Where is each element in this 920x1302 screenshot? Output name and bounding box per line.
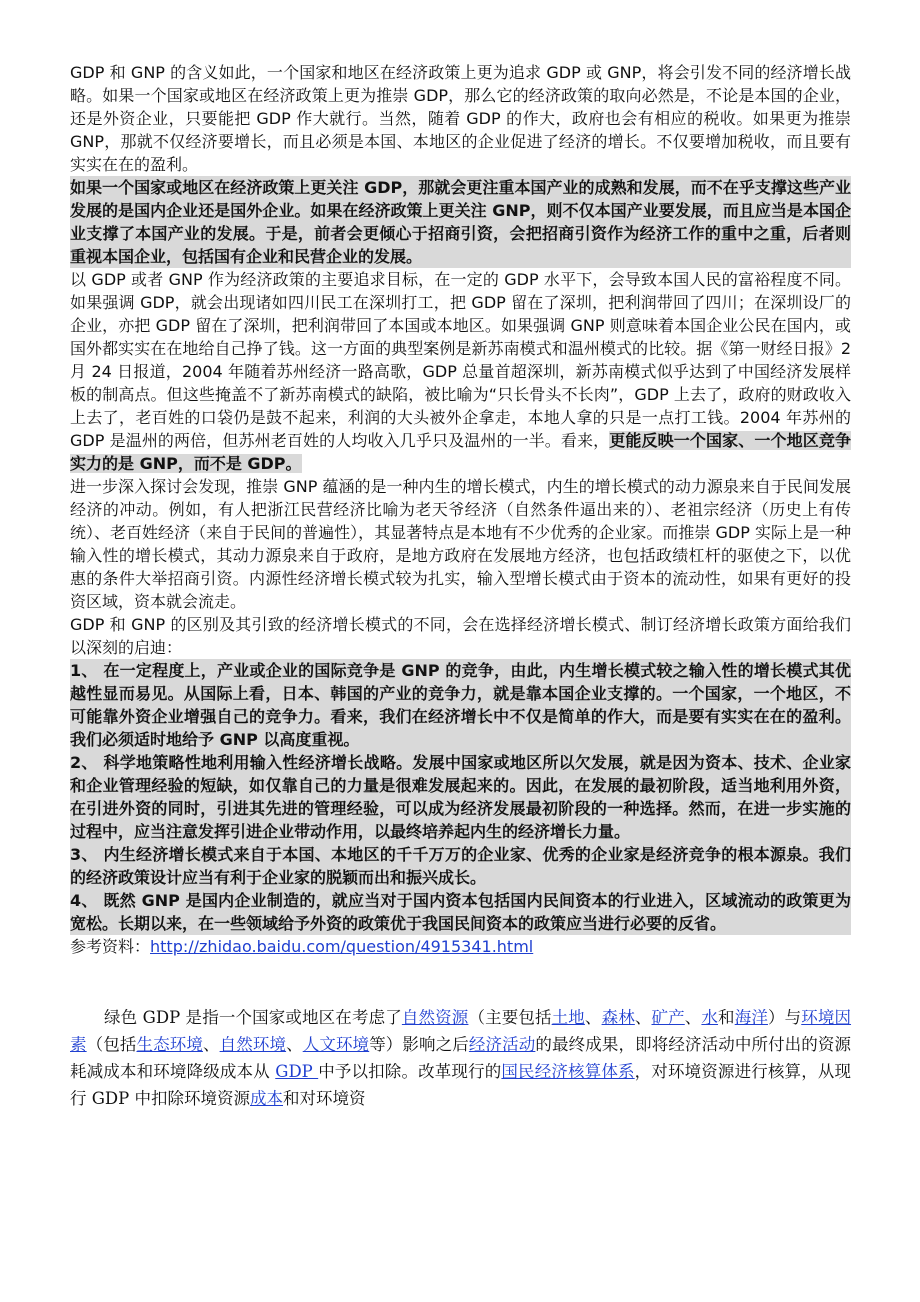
- paragraph-text: 以 GDP 或者 GNP 作为经济政策的主要追求目标，在一定的 GDP 水平下，会导致本国人民的富裕程度不同。如果强调 GDP，就会出现诸如四川民工在深圳打工，把 GDP 留在了深圳，把利润带回了四川；在深圳设厂的企业，亦把 GDP 留在了深圳，把利润带回了本国或本地区。如果强调 GNP 则意味着本国企业公民在国内，或国外都实实在在地给自己挣了钱。这一方面的典型案例是新苏南模式和温州模式的比较。据《第一财经日报》2 月 24 日报道，2004 年随着苏州经济一路高歌，GDP 总量首超深圳，新苏南模式似乎达到了中国经济发展样板的制高点。但这些掩盖不了新苏南模式的缺陷，被比喻为“只长骨头不长肉”，GDP 上去了，政府的财政收入上去了，老百姓的口袋仍是鼓不起来，利润的大头被外企拿走，本地人拿的只是一点打工钱。2004 年苏州的 GDP 是温州的两倍，但苏州老百姓的人均收入几乎只及温州的一半。看来，: [70, 270, 851, 450]
- paragraph-gdp-gnp-meaning: GDP 和 GNP 的含义如此，一个国家和地区在经济政策上更为追求 GDP 或 GNP，将会引发不同的经济增长战略。如果一个国家或地区在经济政策上更为推崇 GDP，那么它的经济政策的取向必然是，不论是本国的企业，还是外资企业，只要能把 GDP 作大就行。当然，随着 GDP 的作大，政府也会有相应的税收。如果更为推崇 GNP，那就不仅经济要增长，而且必须是本国、本地区的企业促进了经济的增长。不仅要增加税收，而且要有实实在在的盈利。: [70, 63, 851, 174]
- text: （包括: [86, 1035, 137, 1054]
- reference-link[interactable]: http://zhidao.baidu.com/question/4915341.html: [150, 937, 534, 956]
- text: 绿色 GDP 是指一个国家或地区在考虑了: [104, 1008, 402, 1027]
- link-natural-environment[interactable]: 自然环境: [219, 1035, 287, 1054]
- link-economic-activity[interactable]: 经济活动: [468, 1035, 536, 1054]
- text: 、: [202, 1035, 220, 1054]
- paragraph-green-gdp: [70, 1004, 851, 1112]
- link-land[interactable]: 土地: [551, 1008, 585, 1027]
- link-environmental-factors[interactable]: 环境因素: [70, 1008, 852, 1054]
- link-national-accounts[interactable]: 国民经济核算体系: [501, 1062, 635, 1081]
- text: 、: [684, 1008, 702, 1027]
- link-water[interactable]: 水: [701, 1008, 719, 1027]
- text: 的最终成果，即将经济活动中所付出的资源耗减成本和环境降级成本从: [70, 1035, 852, 1081]
- text: 等）影响之后: [369, 1035, 469, 1054]
- link-ecological-environment[interactable]: 生态环境: [136, 1035, 203, 1054]
- list-item: 1、 在一定程度上，产业或企业的国际竞争是 GNP 的竞争，由此，内生增长模式较之输入性的增长模式其优越性显而易见。从国际上看，日本、韩国的产业的竞争力，就是靠本国企业支撑的。一个国家，一个地区，不可能靠外资企业增强自己的竞争力。看来，我们在经济增长中不仅是简单的作大，而是要有实实在在的盈利。我们必须适时地给予 GNP 以高度重视。: [70, 661, 851, 749]
- document-body: [70, 0, 851, 1129]
- list-item: 2、 科学地策略性地利用输入性经济增长战略。发展中国家或地区所以欠发展，就是因为资本、技术、企业家和企业管理经验的短缺，如仅靠自己的力量是很难发展起来的。因此，在发展的最初阶段，适当地利用外资，在引进外资的同时，引进其先进的管理经验，可以成为经济发展最初阶段的一种选择。然而，在进一步实施的过程中，应当注意发挥引进企业带动作用，以最终培养起内生的经济增长力量。: [70, 753, 851, 841]
- text: （主要包括: [468, 1008, 552, 1027]
- text: 、: [286, 1035, 303, 1054]
- paragraph-implications-intro: GDP 和 GNP 的区别及其引致的经济增长模式的不同，会在选择经济增长模式、制订经济增长政策方面给我们以深刻的启迪：: [70, 615, 851, 657]
- text: 和对环境资: [283, 1089, 366, 1108]
- link-forest[interactable]: 森林: [601, 1008, 635, 1027]
- text: 、: [584, 1008, 602, 1027]
- reference-line: [70, 935, 851, 958]
- list-item: 4、 既然 GNP 是国内企业制造的，就应当对于国内资本包括国内民间资本的行业进入，区域流动的政策更为宽松。长期以来，在一些领域给予外资的政策优于我国民间资本的政策应当进行必要的反省。: [70, 891, 851, 933]
- link-natural-resources[interactable]: 自然资源: [401, 1008, 469, 1027]
- link-gdp[interactable]: GDP: [275, 1062, 319, 1081]
- paragraph-growth-models: 进一步深入探讨会发现，推崇 GNP 蕴涵的是一种内生的增长模式，内生的增长模式的动力源泉来自于民间发展经济的冲动。例如，有人把浙江民营经济比喻为老天爷经济（自然条件逼出来的）、老祖宗经济（历史上有传统）、老百姓经济（来自于民间的普遍性），其显著特点是本地有不少优秀的企业家。而推崇 GDP 实际上是一种输入性的增长模式，其动力源泉来自于政府，是地方政府在发展地方经济，也包括政绩杠杆的驱使之下，以优惠的条件大举招商引资。内源性经济增长模式较为扎实，输入型增长模式由于资本的流动性，如果有更好的投资区域，资本就会流走。: [70, 477, 851, 611]
- text: 和: [718, 1008, 735, 1027]
- text: ，对环境资源进行核算，从现行 GDP 中扣除环境资源: [70, 1062, 852, 1108]
- text: 中予以扣除。改革现行的: [318, 1062, 502, 1081]
- link-ocean[interactable]: 海洋: [734, 1008, 768, 1027]
- link-cost[interactable]: 成本: [250, 1089, 284, 1108]
- paragraph-highlight-policy-focus: 如果一个国家或地区在经济政策上更关注 GDP，那就会更注重本国产业的成熟和发展，而不在乎支撑这些产业发展的是国内企业还是国外企业。如果在经济政策上更关注 GNP，则不仅本国产业要发展，而且应当是本国企业支撑了本国产业的发展。于是，前者会更倾心于招商引资，会把招商引资作为经济工作的重中之重，后者则重视本国企业，包括国有企业和民营企业的发展。: [70, 178, 851, 266]
- link-minerals[interactable]: 矿产: [651, 1008, 685, 1027]
- text: ）与: [767, 1008, 802, 1027]
- reference-label: 参考资料：: [70, 937, 151, 956]
- list-item: 3、 内生经济增长模式来自于本国、本地区的千千万万的企业家、优秀的企业家是经济竞争的根本源泉。我们的经济政策设计应当有利于企业家的脱颖而出和振兴成长。: [70, 845, 851, 887]
- highlight-conclusion: 更能反映一个国家、一个地区竞争实力的是 GNP，而不是 GDP。: [70, 431, 851, 473]
- link-human-environment[interactable]: 人文环境: [302, 1035, 370, 1054]
- text: 、: [634, 1008, 652, 1027]
- paragraph-wealth-comparison: [70, 268, 851, 475]
